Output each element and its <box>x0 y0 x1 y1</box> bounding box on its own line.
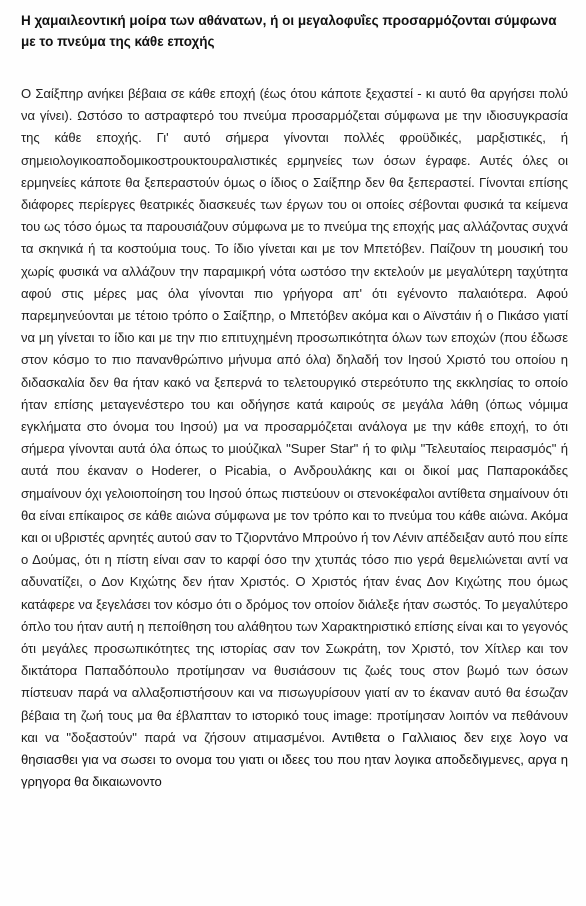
document-body <box>21 83 568 794</box>
document-title: Η χαμαιλεοντική μοίρα των αθάνατων, ή οι μεγαλοφυΐες προσαρμόζονται σύμφωνα με το πνεύμα της κάθε εποχής <box>21 13 557 49</box>
handwritten-appendix: Αντιθετα ο Γαλλιαιος δεν ειχε λογο να θησιασθει για να σωσει το ονομα του γιατι οι ιδεες του που ηταν λογικα αποδεδιγμενες, αργα η γρηγορα θα δικαιωνοντο <box>21 729 569 790</box>
body-paragraph: Ο Σαίξπηρ ανήκει βέβαια σε κάθε εποχή (έως ότου κάποτε ξεχαστεί - κι αυτό θα αργήσει πολύ να γίνει). Ωστόσο το αστραφτερό του πνεύμα προσαρμόζεται σύμφωνα με την ιδιοσυγκρασία της κάθε εποχής. Γι' αυτό σήμερα γίνονται πολλές φροϋδικές, μαρξιστικές, ή σημειολογικοαποδομικοστρουκτουραλιστικές ερμηνείες των όσων έγραφε. Αυτές όλες οι ερμηνείες κάποτε θα ξεπεραστούν όμως ο ίδιος ο Σαίξπηρ δεν θα ξεπεραστεί. Γίνονται επίσης διάφορες περίεργες θεατρικές διασκευές των έργων του οι οποίες σέβονται φυσικά τα κείμενα του ως τόσο όμως τα παρουσιάζουν σύμφωνα με το πνεύμα της εποχής μας αλλάζοντας συχνά τα σκηνικά ή τα κοστούμια τους. Το ίδιο γίνεται και με τον Μπετόβεν. Παίζουν τη μουσική του χωρίς φυσικά να αλλάζουν την παραμικρή νότα ωστόσο την εκτελούν με μεγαλύτερη ταχύτητα αφού στις μέρες μας όλα γίνονται πιο γρήγορα απ' ότι εγένοντο παλαιότερα. Αφού παρεμηνεύονται με τέτοιο τρόπο ο Σαίξπηρ, ο Μπετόβεν ακόμα και ο Αϊνστάιν ή ο Πικάσο γιατί να μη γίνεται το ίδιο και με την πιο επιτυχημένη προσωπικότητα όλων των εποχών (που έδωσε στον κόσμο το πιο πανανθρώπινο μήνυμα από όλα) δηλαδή τον Ιησού Χριστό του οποίου η διδασκαλία δεν θα ήταν κακό να ξεπερνά το τελετουργικό στερεότυπο της εκκλησίας το οποίο ήταν επίσης μεταγενέστερο του και οδήγησε κατά καιρούς σε μεγάλα λάθη (όπως νόμιμα εγκλήματα στο όνομα του Ιησού) μα να προσαρμόζεται ανάλογα με την κάθε εποχή, το ότι σήμερα γίνονται αυτά όλα όπως το μιούζικαλ "Super Star" ή το φιλμ "Τελευταίος πειρασμός" ή αυτά που έκαναν ο Hoderer, ο Picabia, ο Ανδρουλάκης και οι δικοί μας Παπαροκάδες σημαίνουν όχι γελοιοποίηση του Ιησού όπως πιστεύουν οι στενοκέφαλοι αντίθετα σημαίνουν ότι θα είναι επίκαιρος σε κάθε αιώνα σύμφωνα με τον τρόπο και το πνεύμα του κάθε αιώνα. Ακόμα και οι υβριστές αρνητές αυτού σαν το Τζιορντάνο Μπρούνο ή τον Λένιν απέδειξαν αυτό που είπε ο Δούμας, ότι η πίστη είναι σαν το καρφί όσο την χτυπάς τόσο πιο γερά θεμελιώνεται αντί να αδυνατίζει, ο Δον Κιχώτης δεν ήταν Χριστός. Ο Χριστός ήταν ένας Δον Κιχώτης που όμως κατάφερε να ξεγελάσει τον κόσμο ότι ο δρόμος τον οποίον διάλεξε ήταν σωστός. Το μεγαλύτερο όπλο του ήταν αυτή η πεποίθηση του αλάθητου των Χαρακτηριστικό επίσης είναι και το γεγονός ότι μεγάλες προσωπικότητες της ιστορίας σαν τον Σωκράτη, τον Χριστό, τον Χίτλερ και τον δικτάτορα Παπαδόπουλο προτίμησαν να θυσιάσουν τις ζωές τους στον βωμό των όσων πίστευαν παρά να αλλαξοπιστήσουν και να πισωγυρίσουν γιατί αν το έκαναν αυτό θα έσωζαν βέβαια τη ζωή τους μα θα έβλαπταν το ιστορικό τους image: προτίμησαν λοιπόν να πεθάνουν και να "δοξαστούν" παρά να ζήσουν ατιμασμένοι. <box>21 86 569 745</box>
